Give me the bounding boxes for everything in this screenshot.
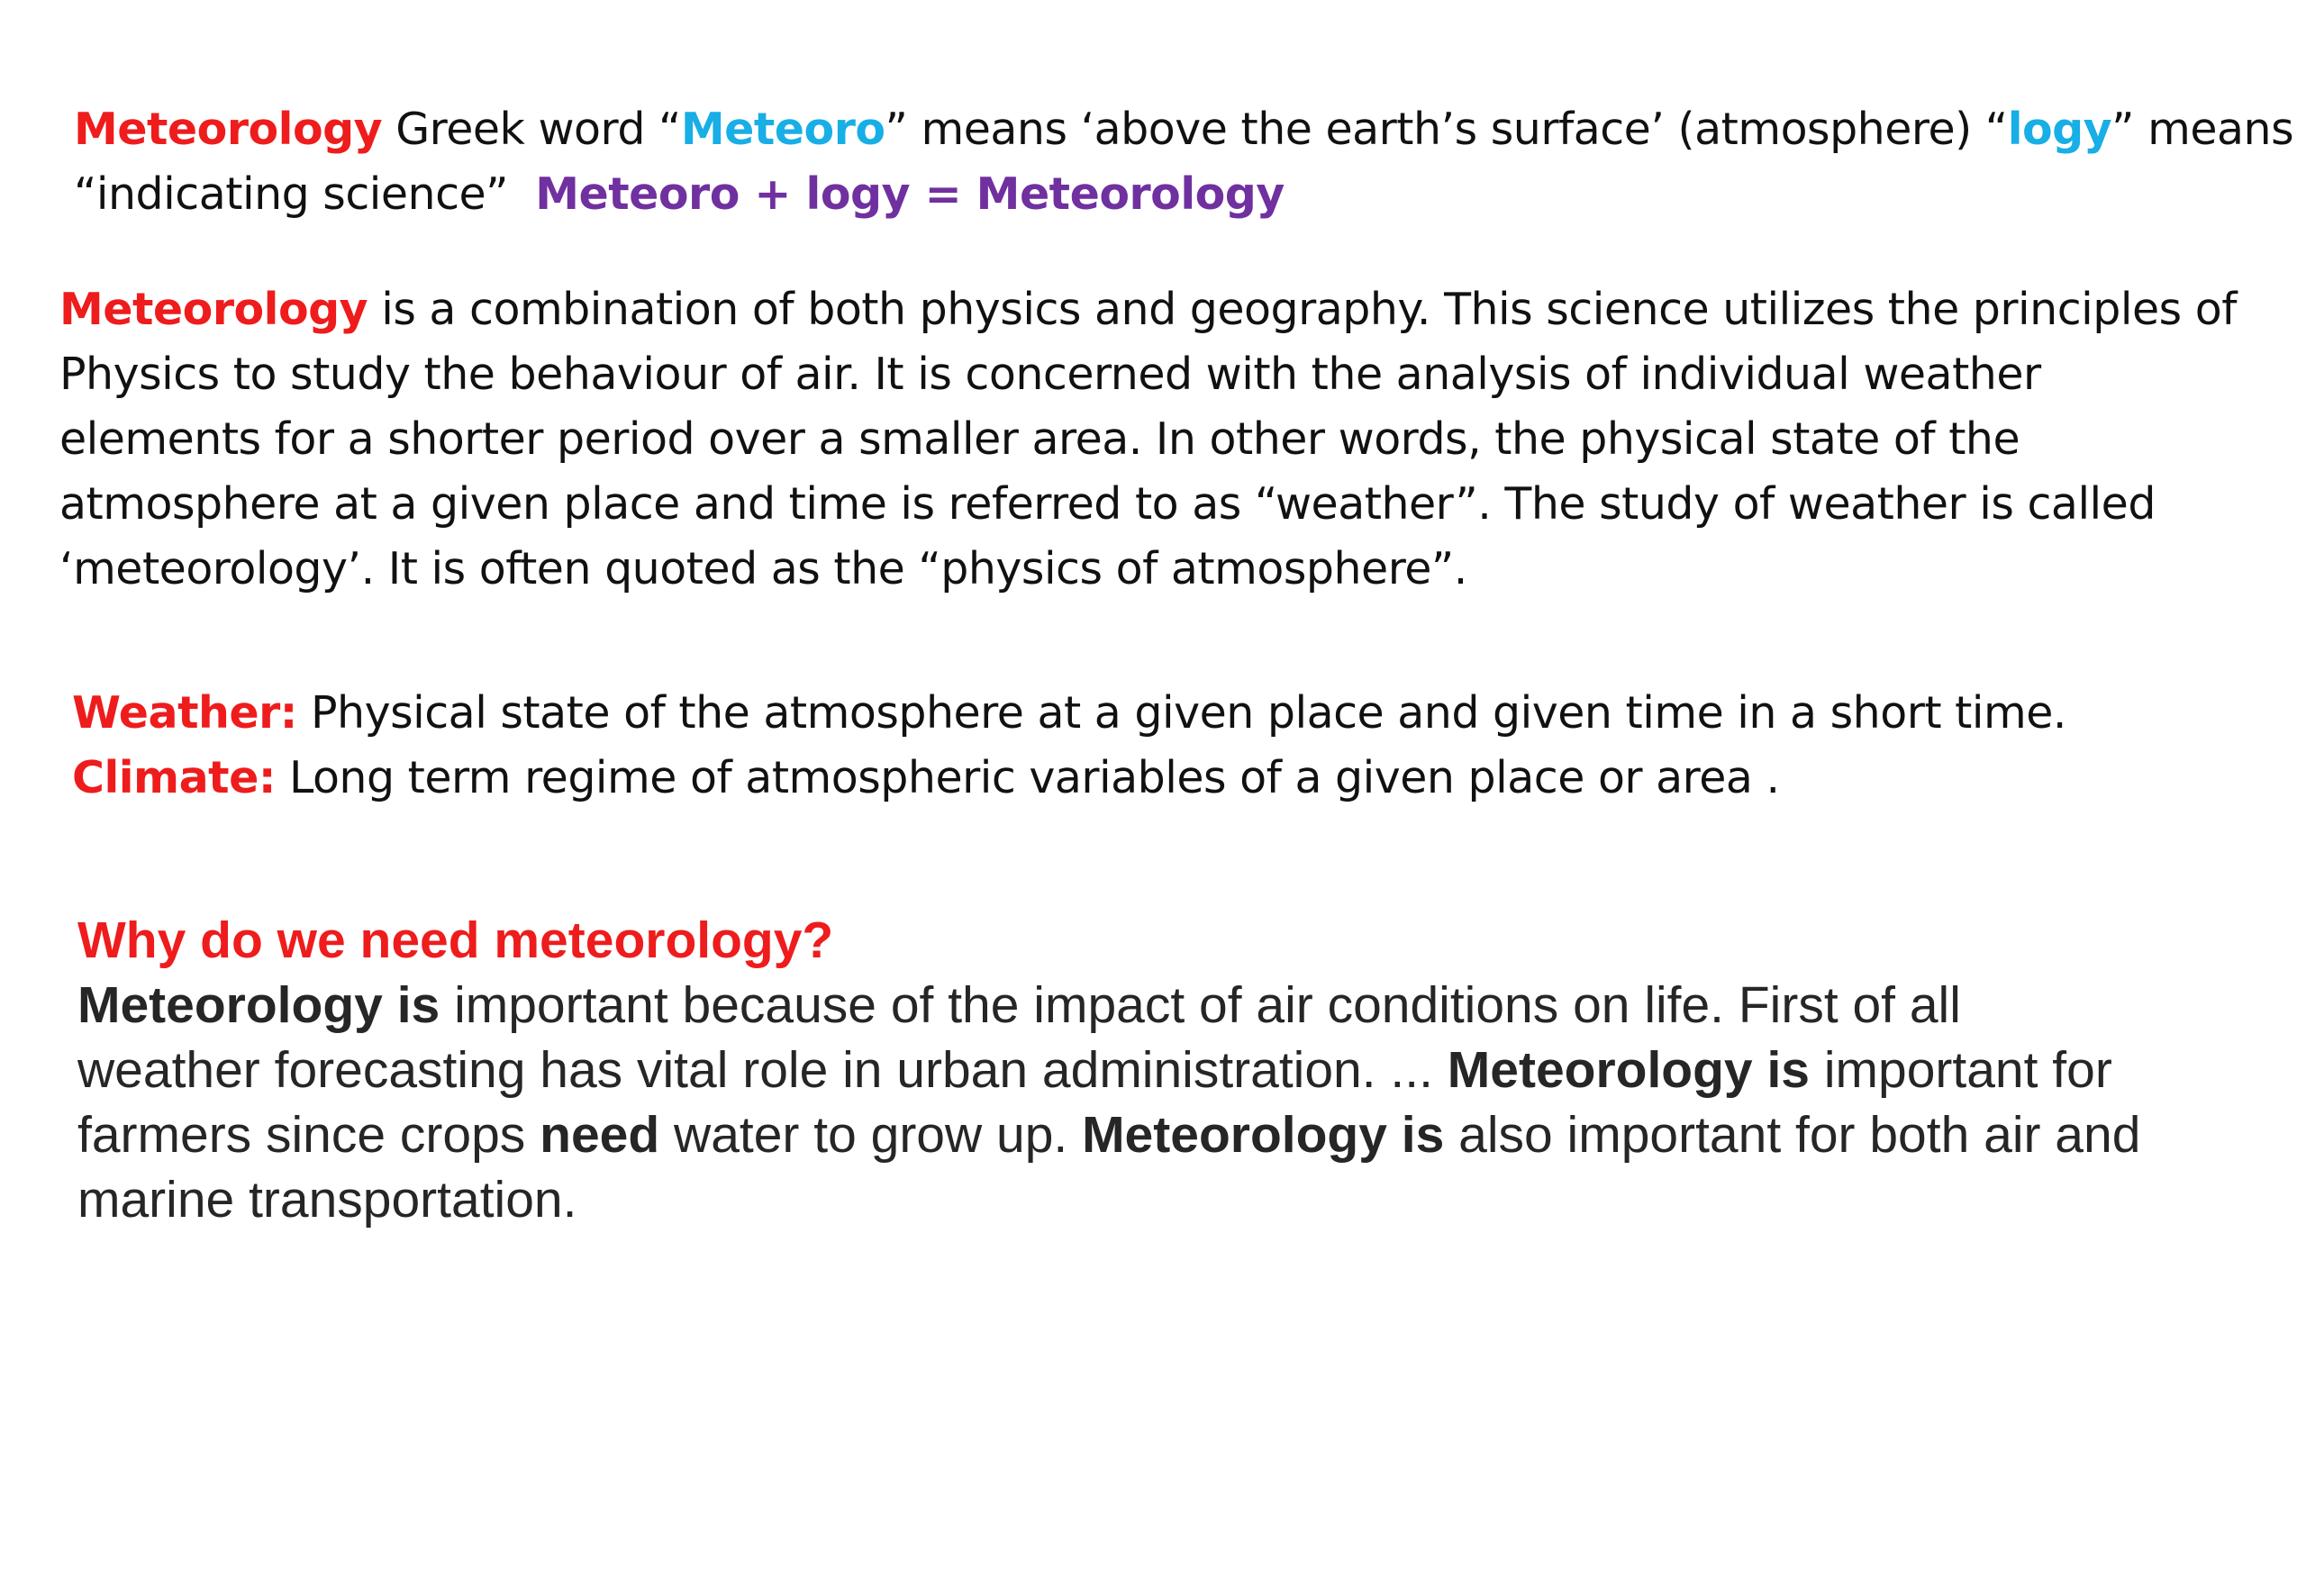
why-bold: Meteorology is <box>77 976 440 1034</box>
why-text: water to grow up. <box>659 1106 1083 1164</box>
definition-paragraph <box>59 277 2237 602</box>
etymology-text: Greek word “ <box>382 104 681 155</box>
why-text: farmers since crops <box>77 1106 540 1164</box>
climate-text: Long term regime of atmospheric variables of a given place or area . <box>275 752 1780 803</box>
climate-definition <box>72 746 2066 811</box>
why-text: also important for both air and <box>1444 1106 2141 1164</box>
why-heading: Why do we need meteorology? <box>77 911 834 969</box>
etymology-root-meteoro: Meteoro <box>680 104 885 155</box>
weather-climate-paragraph <box>72 681 2066 811</box>
etymology-text: “indicating science” <box>74 168 536 220</box>
weather-text: Physical state of the atmosphere at a given place and given time in a short time. <box>296 687 2066 739</box>
definition-term: Meteorology <box>59 284 368 335</box>
climate-label: Climate: <box>72 752 276 803</box>
why-text: important because of the impact of air conditions on life. First of all <box>440 976 1961 1034</box>
etymology-line-1 <box>74 97 2293 162</box>
etymology-root-logy: logy <box>2007 104 2112 155</box>
definition-line-1 <box>59 277 2237 342</box>
etymology-formula: Meteoro + logy = Meteorology <box>535 168 1285 220</box>
why-bold: Meteorology is <box>1447 1041 1811 1099</box>
why-line-4: marine transportation. <box>77 1171 577 1229</box>
etymology-text: ” means ‘above the earth’s surface’ (atmosphere) “ <box>885 104 2008 155</box>
definition-line-2: Physics to study the behaviour of air. It is concerned with the analysis of individual weather <box>59 349 2041 400</box>
definition-line-4: atmosphere at a given place and time is referred to as “weather”. The study of weather is called <box>59 478 2156 530</box>
weather-definition <box>72 681 2066 746</box>
why-text: weather forecasting has vital role in urban administration. ... <box>77 1041 1448 1099</box>
definition-text: is a combination of both physics and geography. This science utilizes the principles of <box>368 284 2237 335</box>
etymology-line-2 <box>74 162 2293 227</box>
definition-line-3: elements for a shorter period over a smaller area. In other words, the physical state of the <box>59 413 2020 465</box>
why-line-2 <box>77 1038 2140 1102</box>
why-line-3 <box>77 1102 2140 1167</box>
etymology-paragraph <box>74 97 2293 227</box>
why-bold: need <box>540 1106 660 1164</box>
why-paragraph <box>77 908 2140 1232</box>
definition-line-5: ‘meteorology’. It is often quoted as the “physics of atmosphere”. <box>59 543 1467 594</box>
weather-label: Weather: <box>72 687 297 739</box>
why-bold: Meteorology is <box>1082 1106 1445 1164</box>
etymology-text: ” means <box>2111 104 2294 155</box>
why-text: important for <box>1810 1041 2112 1099</box>
why-line-1 <box>77 973 2140 1038</box>
etymology-term: Meteorology <box>74 104 383 155</box>
